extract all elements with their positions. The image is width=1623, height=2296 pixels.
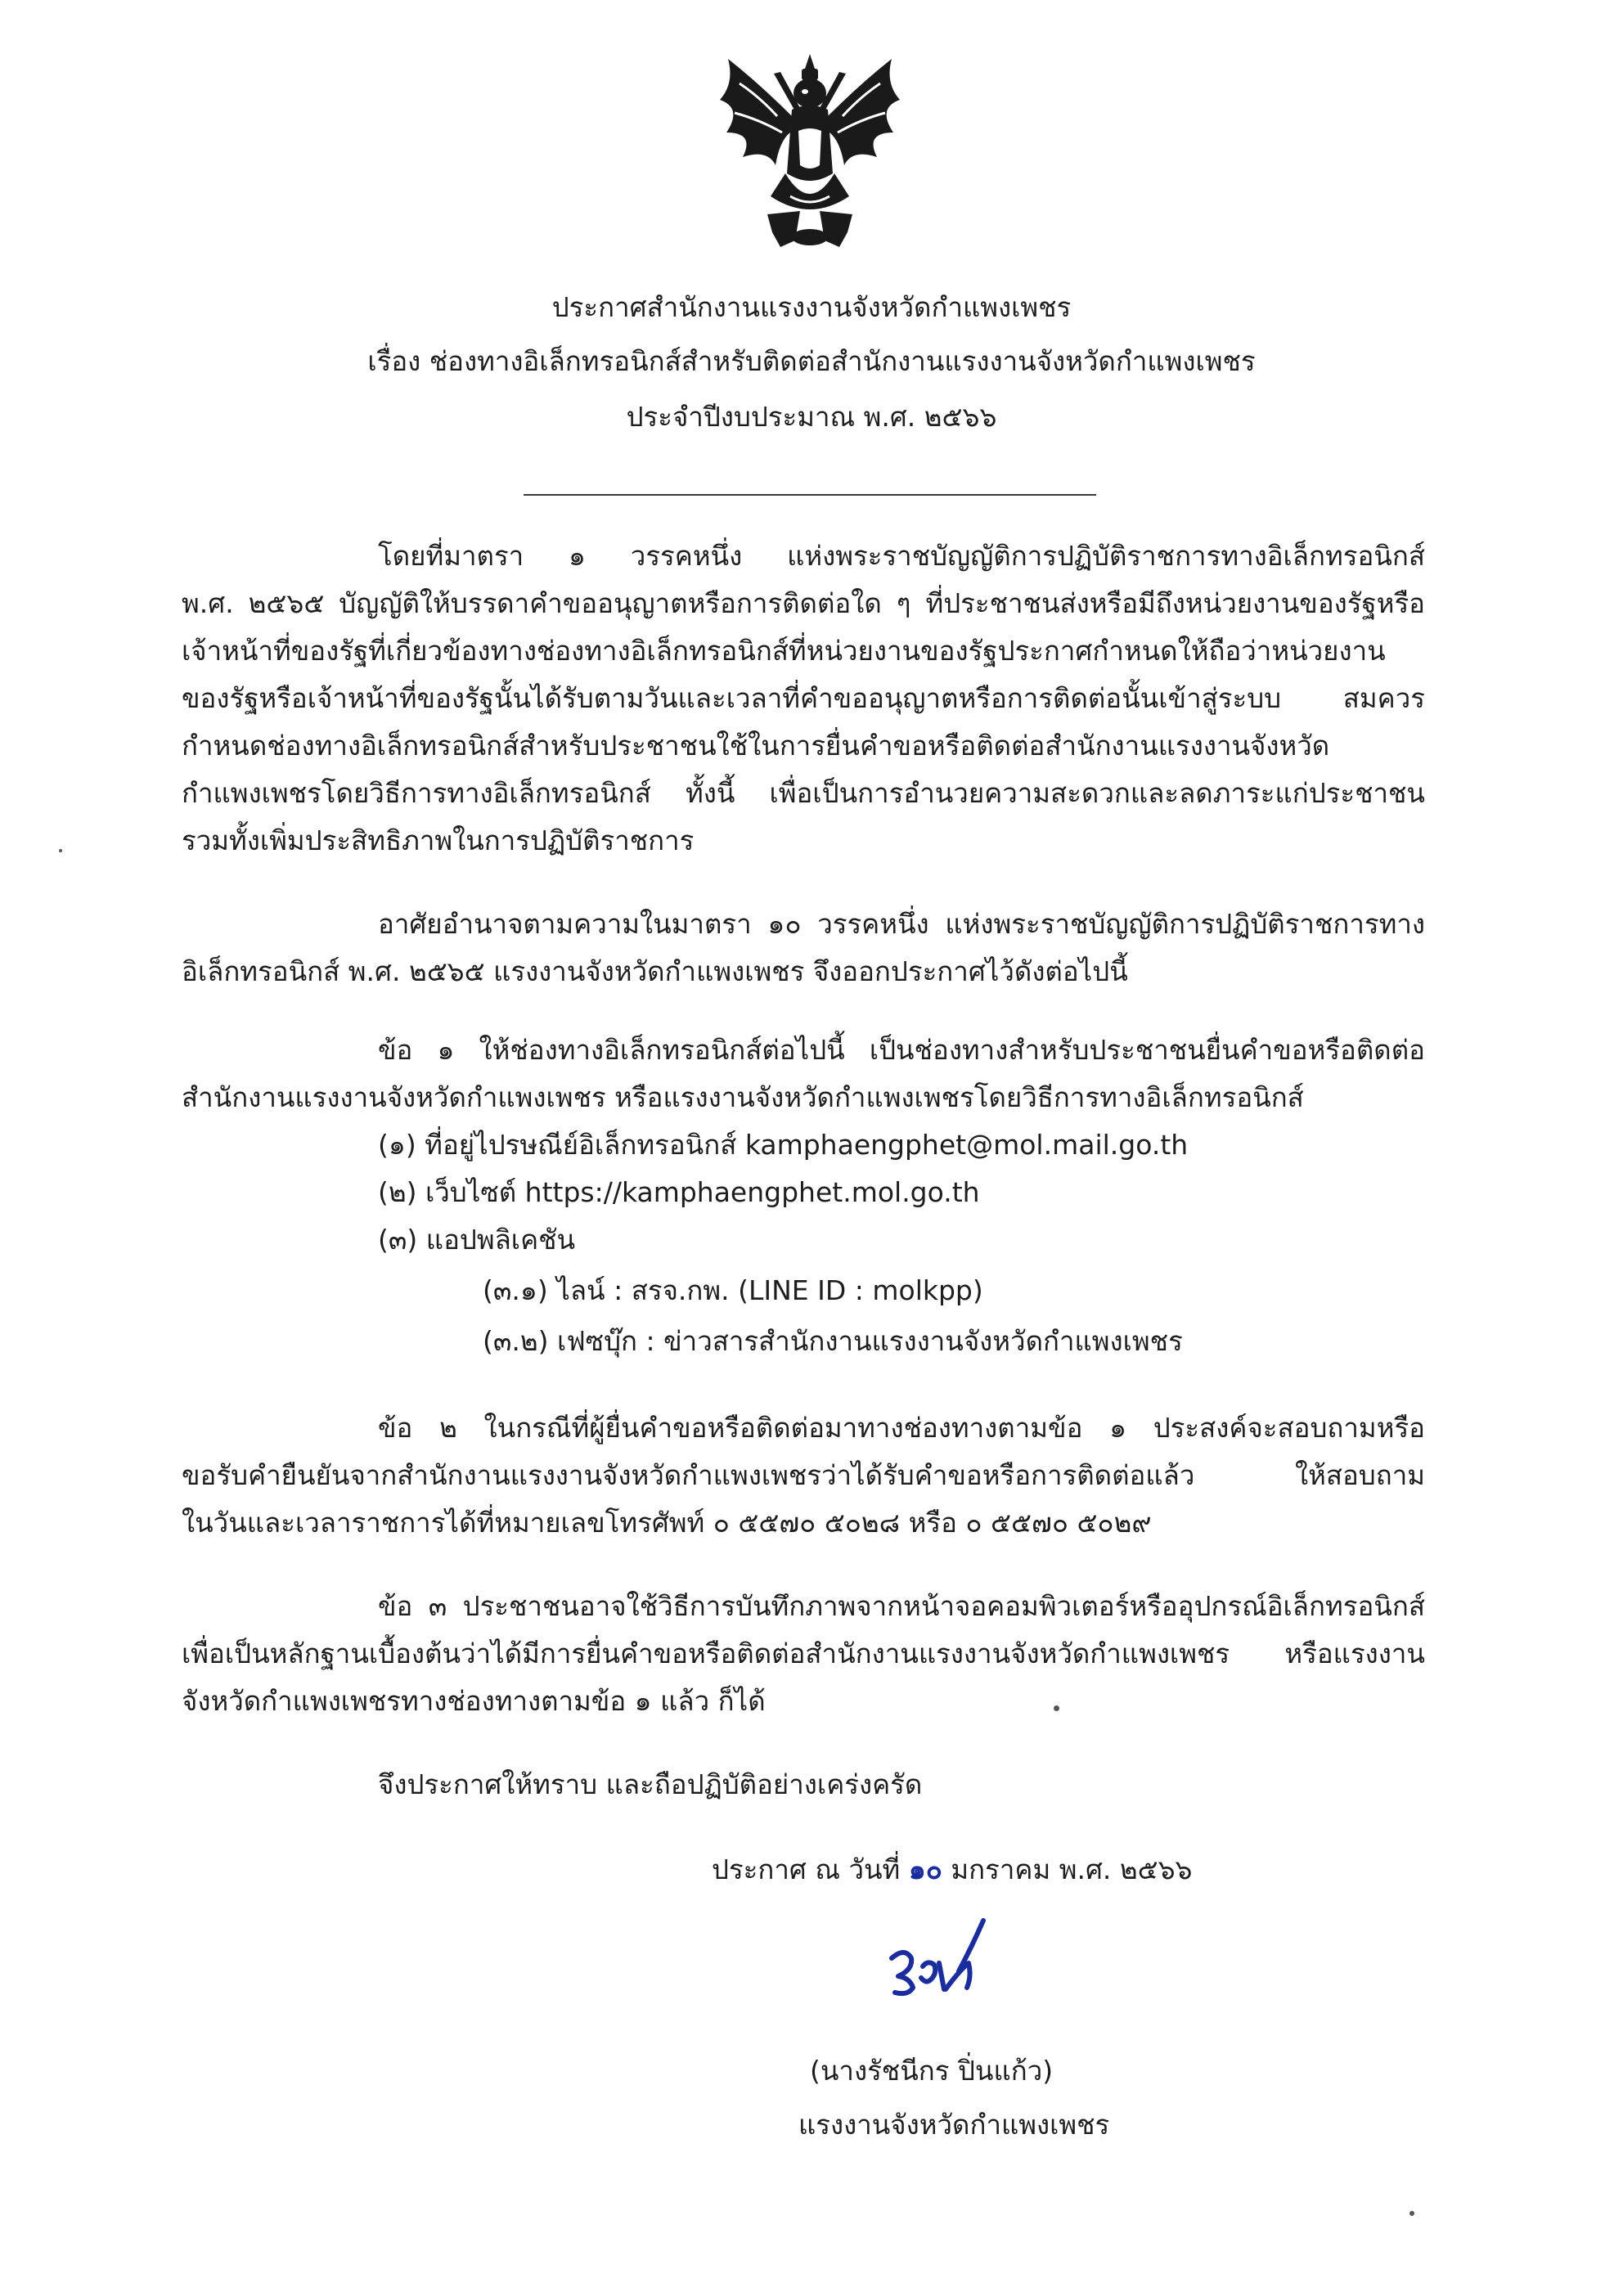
clause-2-line: ขอรับคำยืนยันจากสำนักงานแรงงานจังหวัดกำแพงเพชรว่าได้รับคำขอหรือการติดต่อแล้ว ให้สอบถาม xyxy=(182,1459,1425,1491)
preamble-p1-line: กำหนดช่องทางอิเล็กทรอนิกส์สำหรับประชาชนใช้ในการยื่นคำขอหรือติดต่อสำนักงานแรงงานจังหวัด xyxy=(182,730,1330,762)
clause-2-line: ข้อ ๒ ในกรณีที่ผู้ยื่นคำขอหรือติดต่อมาทางช่องทางตามข้อ ๑ ประสงค์จะสอบถามหรือ xyxy=(378,1412,1425,1444)
announcement-subject: เรื่อง ช่องทางอิเล็กทรอนิกส์สำหรับติดต่อสำนักงานแรงงานจังหวัดกำแพงเพชร xyxy=(367,345,1256,377)
date-prefix: ประกาศ ณ วันที่ xyxy=(712,1853,901,1885)
clause-1-line: ข้อ ๑ ให้ช่องทางอิเล็กทรอนิกส์ต่อไปนี้ เป็นช่องทางสำหรับประชาชนยื่นคำขอหรือติดต่อ xyxy=(378,1034,1425,1066)
preamble-p1-line: เจ้าหน้าที่ของรัฐที่เกี่ยวข้องทางช่องทางอิเล็กทรอนิกส์ที่หน่วยงานของรัฐประกาศกำหนดให้ถือว่าหน่วยงาน xyxy=(182,635,1386,667)
announcement-date xyxy=(712,1852,1193,1888)
scan-speck xyxy=(1054,1705,1059,1711)
clause-3-line: จังหวัดกำแพงเพชรทางช่องทางตามข้อ ๑ แล้ว ก็ได้ xyxy=(182,1685,766,1717)
announcement-title: ประกาศสำนักงานแรงงานจังหวัดกำแพงเพชร xyxy=(551,291,1072,323)
preamble-p1-line: รวมทั้งเพิ่มประสิทธิภาพในการปฏิบัติราชการ xyxy=(182,824,695,856)
channel-email: (๑) ที่อยู่ไปรษณีย์อิเล็กทรอนิกส์ kamphaengphet@mol.mail.go.th xyxy=(378,1129,1189,1161)
preamble-p1-line: ของรัฐหรือเจ้าหน้าที่ของรัฐนั้นได้รับตามวันและเวลาที่คำขออนุญาตหรือการติดต่อนั้นเข้าสู่ระบบ สมควร xyxy=(182,682,1425,714)
signer-position: แรงงานจังหวัดกำแพงเพชร xyxy=(798,2109,1110,2141)
clause-1-line: สำนักงานแรงงานจังหวัดกำแพงเพชร หรือแรงงานจังหวัดกำแพงเพชรโดยวิธีการทางอิเล็กทรอนิกส์ xyxy=(182,1081,1304,1113)
preamble-p2-line: อิเล็กทรอนิกส์ พ.ศ. ๒๕๖๕ แรงงานจังหวัดกำแพงเพชร จึงออกประกาศไว้ดังต่อไปนี้ xyxy=(182,955,1128,987)
preamble-p1-line: พ.ศ. ๒๕๖๕ บัญญัติให้บรรดาคำขออนุญาตหรือการติดต่อใด ๆ ที่ประชาชนส่งหรือมีถึงหน่วยงานของรัฐหรือ xyxy=(182,587,1425,619)
clause-3-line: ข้อ ๓ ประชาชนอาจใช้วิธีการบันทึกภาพจากหน้าจอคอมพิวเตอร์หรืออุปกรณ์อิเล็กทรอนิกส์ xyxy=(378,1590,1425,1622)
preamble-p1-line: กำแพงเพชรโดยวิธีการทางอิเล็กทรอนิกส์ ทั้งนี้ เพื่อเป็นการอำนวยความสะดวกและลดภาระแก่ประชาชน xyxy=(182,777,1425,809)
garuda-emblem-icon xyxy=(710,51,910,255)
channel-application: (๓) แอปพลิเคชัน xyxy=(378,1224,576,1256)
scan-speck xyxy=(1409,2211,1414,2216)
date-day-handwritten: ๑๐ xyxy=(908,1853,942,1885)
fiscal-year: ประจำปีงบประมาณ พ.ศ. ๒๕๖๖ xyxy=(626,401,997,433)
handwritten-signature-icon xyxy=(880,1914,1003,2012)
clause-3-line: เพื่อเป็นหลักฐานเบื้องต้นว่าได้มีการยื่นคำขอหรือติดต่อสำนักงานแรงงานจังหวัดกำแพงเพชร หรือแรงงาน xyxy=(182,1638,1425,1669)
scan-speck xyxy=(59,849,62,852)
date-suffix: มกราคม พ.ศ. ๒๕๖๖ xyxy=(951,1853,1193,1885)
header-divider xyxy=(524,494,1096,496)
preamble-p2-line: อาศัยอำนาจตามความในมาตรา ๑๐ วรรคหนึ่ง แห่งพระราชบัญญัติการปฏิบัติราชการทาง xyxy=(378,908,1425,940)
signer-name: (นางรัชนีกร ปิ่นแก้ว) xyxy=(810,2055,1054,2087)
closing-statement: จึงประกาศให้ทราบ และถือปฏิบัติอย่างเคร่งครัด xyxy=(378,1768,923,1800)
clause-2-line: ในวันและเวลาราชการได้ที่หมายเลขโทรศัพท์ ๐ ๕๕๗๐ ๕๐๒๘ หรือ ๐ ๕๕๗๐ ๕๐๒๙ xyxy=(182,1507,1152,1539)
channel-facebook: (๓.๒) เฟซบุ๊ก : ข่าวสารสำนักงานแรงงานจังหวัดกำแพงเพชร xyxy=(483,1325,1183,1357)
channel-line: (๓.๑) ไลน์ : สรจ.กพ. (LINE ID : molkpp) xyxy=(483,1274,983,1306)
preamble-p1-line: โดยที่มาตรา ๑ วรรคหนึ่ง แห่งพระราชบัญญัติการปฏิบัติราชการทางอิเล็กทรอนิกส์ xyxy=(378,540,1425,572)
channel-website: (๒) เว็บไซต์ https://kamphaengphet.mol.go.th xyxy=(378,1176,980,1208)
